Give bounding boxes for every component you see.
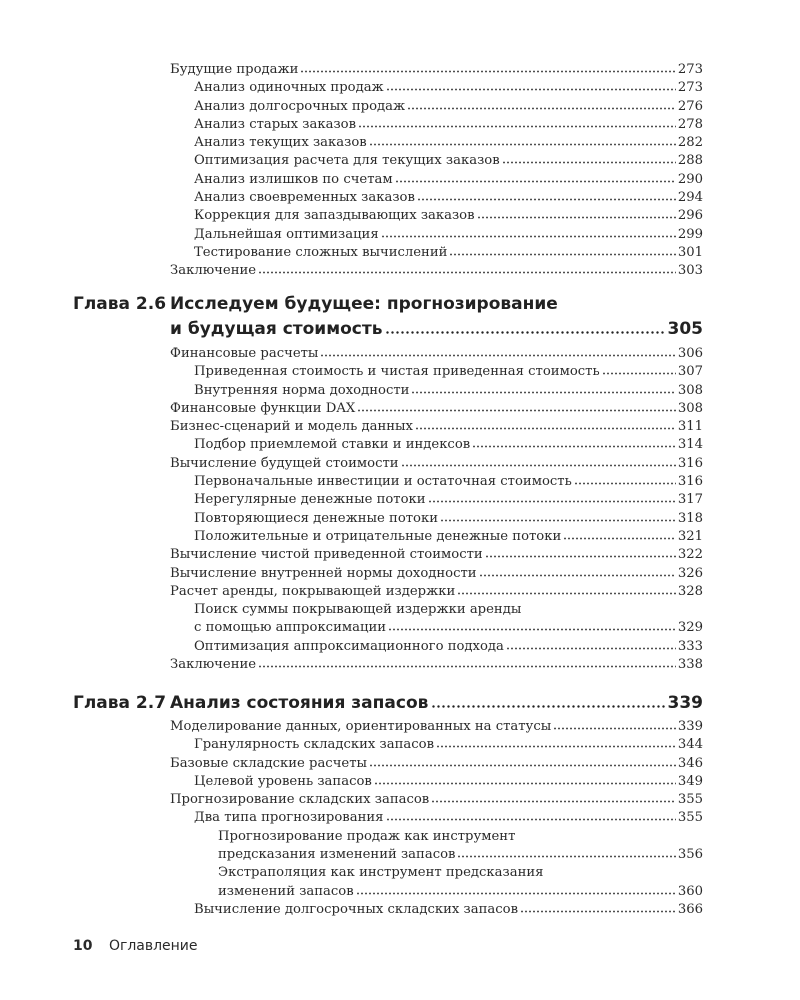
- toc-entry-page: 303: [677, 263, 703, 279]
- toc-entry-page: 322: [677, 547, 703, 563]
- toc-entry[interactable]: [170, 473, 703, 491]
- chapter-label: Глава 2.6: [73, 294, 167, 314]
- dot-leader: [457, 585, 676, 595]
- toc-entry-page: 299: [677, 226, 703, 242]
- chapter-heading-2-7[interactable]: [73, 691, 703, 716]
- dot-leader: [386, 811, 676, 821]
- toc-entry-title: Прогнозирование продаж как инструмент: [218, 828, 516, 844]
- toc-entry[interactable]: [170, 755, 703, 773]
- toc-entry-title: Вычисление долгосрочных складских запасов: [194, 901, 519, 917]
- toc-entry-title: с помощью аппроксимации: [194, 620, 387, 636]
- toc-entry-title: Заключение: [170, 657, 257, 673]
- toc-entry-page: 356: [677, 847, 703, 863]
- chapter-title: Исследуем будущее: прогнозирование: [170, 294, 558, 314]
- toc-entry[interactable]: [170, 61, 703, 79]
- toc-entry-title: Гранулярность складских запасов: [194, 737, 434, 753]
- dot-leader: [457, 848, 675, 858]
- page-number: 10: [73, 938, 93, 954]
- toc-entry[interactable]: [170, 565, 703, 583]
- toc-entry[interactable]: [170, 189, 703, 207]
- toc-entry-page: 344: [677, 737, 703, 753]
- dot-leader: [520, 903, 676, 913]
- dot-leader: [395, 173, 676, 183]
- toc-entry[interactable]: [170, 207, 703, 225]
- dot-leader: [411, 384, 675, 394]
- toc-entry[interactable]: [170, 638, 703, 656]
- dot-leader: [369, 136, 676, 146]
- toc-entry-page: 276: [677, 98, 703, 114]
- dot-leader: [485, 548, 676, 558]
- toc-entry-title: Нерегулярные денежные потоки: [194, 492, 426, 508]
- dot-leader: [258, 264, 676, 274]
- toc-entry-title: Подбор приемлемой ставки и индексов: [194, 437, 471, 453]
- toc-entry[interactable]: [170, 809, 703, 827]
- dot-leader: [436, 738, 676, 748]
- chapter-page: 305: [667, 319, 703, 339]
- dot-leader: [369, 757, 676, 767]
- toc-entry[interactable]: [170, 345, 703, 363]
- toc-entry-page: 366: [677, 901, 703, 917]
- toc-entry-page: 321: [677, 528, 703, 544]
- toc-entry-title: Моделирование данных, ориентированных на статусы: [170, 719, 552, 734]
- chapter-label: Глава 2.7: [73, 693, 167, 713]
- toc-entry[interactable]: [170, 171, 703, 189]
- toc-entry[interactable]: [170, 363, 703, 381]
- toc-entry-page: 318: [677, 510, 703, 526]
- toc-entry-title: Оптимизация расчета для текущих заказов: [194, 153, 500, 169]
- dot-leader: [477, 209, 676, 219]
- toc-entry[interactable]: [170, 98, 703, 116]
- dot-leader: [563, 530, 676, 540]
- dot-leader: [381, 228, 676, 238]
- toc-entry-page: 273: [677, 80, 703, 96]
- toc-entry[interactable]: [170, 455, 703, 473]
- toc-section: [170, 61, 703, 281]
- toc-entry[interactable]: [170, 244, 703, 262]
- chapter-heading-2-6[interactable]: [73, 292, 703, 342]
- toc-entry-title: Дальнейшая оптимизация: [194, 226, 379, 242]
- dot-leader: [415, 420, 676, 430]
- toc-entry-title: Первоначальные инвестиции и остаточная стоимость: [194, 474, 572, 490]
- toc-entry-title: Вычисление будущей стоимости: [170, 455, 399, 471]
- toc-section: [170, 345, 703, 674]
- toc-entry[interactable]: [170, 864, 703, 882]
- toc-entry[interactable]: [170, 79, 703, 97]
- toc-entry-page: 317: [677, 492, 703, 508]
- dot-leader: [449, 246, 675, 256]
- toc-entry-title: Целевой уровень запасов: [194, 773, 372, 789]
- toc-entry-title: Положительные и отрицательные денежные потоки: [194, 528, 562, 544]
- toc-entry[interactable]: [170, 656, 703, 674]
- toc-entry-title: Анализ своевременных заказов: [194, 190, 415, 206]
- dot-leader: [502, 154, 676, 164]
- toc-entry[interactable]: [170, 418, 703, 436]
- dot-leader: [320, 347, 675, 357]
- toc-entry-page: 294: [677, 190, 703, 206]
- toc-entry[interactable]: [170, 382, 703, 400]
- dot-leader: [407, 100, 676, 110]
- dot-leader: [374, 775, 676, 785]
- toc-entry-title: Анализ старых заказов: [194, 116, 357, 132]
- toc-entry[interactable]: [170, 883, 703, 901]
- dot-leader: [553, 720, 676, 730]
- dot-leader: [388, 621, 676, 631]
- toc-entry-page: 360: [677, 883, 703, 899]
- toc-entry-page: 328: [677, 583, 703, 599]
- dot-leader: [440, 512, 676, 522]
- toc-entry-title: Анализ долгосрочных продаж: [194, 98, 406, 114]
- chapter-title-cont: и будущая стоимость: [170, 319, 383, 339]
- toc-entry-title: Финансовые функции DAX: [170, 400, 356, 416]
- toc-entry[interactable]: [170, 791, 703, 809]
- toc-entry-page: 333: [677, 638, 703, 654]
- dot-leader: [417, 191, 676, 201]
- toc-entry-title: Анализ текущих заказов: [194, 135, 367, 151]
- toc-entry-page: 306: [677, 346, 703, 361]
- toc-entry-title: Заключение: [170, 263, 257, 279]
- toc-entry-page: 314: [677, 437, 703, 453]
- toc-entry-title: Коррекция для запаздывающих заказов: [194, 208, 475, 224]
- toc-entry-title: Будущие продажи: [170, 62, 299, 77]
- toc-entry[interactable]: [170, 436, 703, 454]
- toc-entry-title: Бизнес-сценарий и модель данных: [170, 419, 413, 435]
- toc-entry-title: Прогнозирование складских запасов: [170, 792, 430, 808]
- toc-entry-page: 273: [677, 62, 703, 77]
- toc-entry[interactable]: [170, 262, 703, 280]
- toc-entry[interactable]: [170, 226, 703, 244]
- toc-entry-page: 355: [677, 792, 703, 808]
- dot-leader: [472, 438, 676, 448]
- toc-entry[interactable]: [170, 619, 703, 637]
- dot-leader: [431, 698, 664, 708]
- toc-entry-page: 282: [677, 135, 703, 151]
- toc-entry[interactable]: [170, 546, 703, 564]
- toc-entry-title: Повторяющиеся денежные потоки: [194, 510, 439, 526]
- dot-leader: [431, 793, 676, 803]
- toc-entry[interactable]: [170, 116, 703, 134]
- toc-entry-page: 355: [677, 810, 703, 826]
- toc-entry-page: 316: [677, 455, 703, 471]
- toc-entry[interactable]: [170, 846, 703, 864]
- dot-leader: [401, 457, 676, 467]
- toc-entry-page: 346: [677, 755, 703, 771]
- dot-leader: [258, 658, 676, 668]
- toc-entry-title: предсказания изменений запасов: [218, 847, 456, 863]
- dot-leader: [386, 81, 676, 91]
- toc-entry[interactable]: [170, 718, 703, 736]
- dot-leader: [356, 885, 676, 895]
- toc-entry[interactable]: [170, 510, 703, 528]
- dot-leader: [479, 567, 676, 577]
- toc-entry[interactable]: [170, 528, 703, 546]
- toc-entry-page: 278: [677, 116, 703, 132]
- toc-entry[interactable]: [170, 134, 703, 152]
- toc-entry[interactable]: [170, 400, 703, 418]
- dot-leader: [506, 640, 676, 650]
- toc-entry-title: изменений запасов: [218, 883, 354, 899]
- toc-entry-page: 329: [677, 620, 703, 636]
- toc-entry-page: 308: [677, 400, 703, 416]
- toc-entry[interactable]: [170, 491, 703, 509]
- dot-leader: [357, 402, 676, 412]
- page-footer: [73, 938, 198, 954]
- toc-entry-page: 338: [677, 657, 703, 673]
- toc-entry-title: Анализ одиночных продаж: [194, 80, 384, 96]
- toc-entry-title: Анализ излишков по счетам: [194, 171, 393, 187]
- toc-entry-page: 290: [677, 171, 703, 187]
- toc-entry[interactable]: [170, 901, 703, 919]
- toc-entry-title: Внутренняя норма доходности: [194, 382, 410, 398]
- toc-entry-title: Вычисление внутренней нормы доходности: [170, 565, 477, 581]
- toc-entry[interactable]: [170, 601, 703, 619]
- toc-entry-title: Экстраполяция как инструмент предсказания: [218, 865, 544, 881]
- toc-entry[interactable]: [170, 583, 703, 601]
- toc-entry-page: 349: [677, 773, 703, 789]
- dot-leader: [385, 324, 664, 334]
- dot-leader: [358, 118, 676, 128]
- toc-entry-title: Приведенная стоимость и чистая приведенная стоимость: [194, 364, 600, 380]
- toc-entry[interactable]: [170, 152, 703, 170]
- toc-entry-page: 296: [677, 208, 703, 224]
- toc-entry-page: 308: [677, 382, 703, 398]
- toc-entry-page: 339: [677, 719, 703, 734]
- toc-entry-title: Базовые складские расчеты: [170, 755, 368, 771]
- toc-section: [170, 718, 703, 919]
- toc-entry-title: Тестирование сложных вычислений: [194, 244, 448, 260]
- dot-leader: [574, 475, 676, 485]
- toc-entry-title: Два типа прогнозирования: [194, 810, 384, 826]
- toc-entry-page: 288: [677, 153, 703, 169]
- toc-entry-title: Поиск суммы покрывающей издержки аренды: [194, 602, 522, 618]
- toc-entry[interactable]: [170, 736, 703, 754]
- running-title: Оглавление: [108, 938, 198, 954]
- toc-entry-page: 311: [677, 419, 703, 435]
- toc-entry-title: Оптимизация аппроксимационного подхода: [194, 638, 504, 654]
- toc-entry-page: 307: [677, 364, 703, 380]
- toc-entry-title: Расчет аренды, покрывающей издержки: [170, 583, 456, 599]
- dot-leader: [428, 493, 676, 503]
- toc-entry-page: 326: [677, 565, 703, 581]
- toc-entry[interactable]: [170, 828, 703, 846]
- toc-entry-page: 301: [677, 244, 703, 260]
- toc-entry-page: 316: [677, 474, 703, 490]
- toc-entry-title: Вычисление чистой приведенной стоимости: [170, 547, 483, 563]
- chapter-page: 339: [667, 693, 703, 713]
- chapter-title: Анализ состояния запасов: [170, 693, 429, 713]
- toc-entry-title: Финансовые расчеты: [170, 346, 319, 361]
- dot-leader: [300, 63, 675, 73]
- toc-entry[interactable]: [170, 773, 703, 791]
- dot-leader: [602, 365, 676, 375]
